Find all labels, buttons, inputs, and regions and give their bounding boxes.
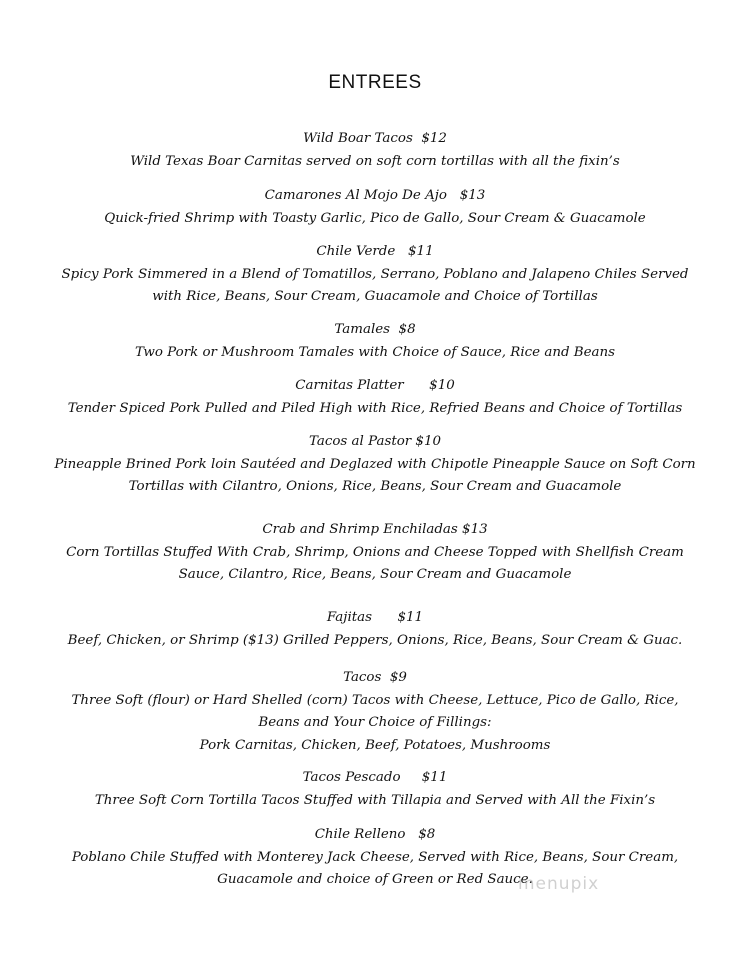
item-name: Chile Verde $11 <box>316 244 434 259</box>
item-description <box>40 398 710 421</box>
item-name: Camarones Al Mojo De Ajo $13 <box>264 188 486 203</box>
item-description <box>40 264 710 309</box>
description-line: Guacamole and choice of Green or Red Sauce. <box>217 872 533 887</box>
description-line: Spicy Pork Simmered in a Blend of Tomatillos, Serrano, Poblano and Jalapeno Chiles Served <box>61 266 689 282</box>
item-description <box>40 847 710 892</box>
item-name: Crab and Shrimp Enchiladas $13 <box>262 522 488 537</box>
item-description <box>40 342 710 365</box>
description-line: Pork Carnitas, Chicken, Beef, Potatoes, Mushrooms <box>199 737 551 753</box>
page-title: ENTREES <box>328 72 422 93</box>
description-line: Corn Tortillas Stuffed With Crab, Shrimp, Onions and Cheese Topped with Shellfish Cream <box>66 544 684 560</box>
item-description <box>40 454 710 499</box>
item-name: Fajitas $11 <box>326 610 424 625</box>
description-line: Wild Texas Boar Carnitas served on soft corn tortillas with all the fixin’s <box>130 153 620 169</box>
item-name: Tamales $8 <box>334 322 416 337</box>
watermark-logo: menupix <box>518 874 600 894</box>
item-description <box>40 790 710 813</box>
description-line: Three Soft (flour) or Hard Shelled (corn) Tacos with Cheese, Lettuce, Pico de Gallo, Rice, <box>71 692 679 708</box>
menu-item-fajitas <box>40 607 710 652</box>
description-line: Poblano Chile Stuffed with Monterey Jack Cheese, Served with Rice, Beans, Sour Cream, <box>71 849 679 865</box>
description-line: Tortillas with Cilantro, Onions, Rice, Beans, Sour Cream and Guacamole <box>128 479 622 494</box>
menu-item-crab-shrimp-enchiladas <box>40 519 710 587</box>
menu-item-tacos-al-pastor <box>40 431 710 499</box>
description-line: Beef, Chicken, or Shrimp ($13) Grilled Peppers, Onions, Rice, Beans, Sour Cream & Guac. <box>67 632 683 648</box>
menu-item-tacos <box>40 667 710 757</box>
item-name: Wild Boar Tacos $12 <box>303 131 447 146</box>
description-line: Beans and Your Choice of Fillings: <box>258 715 492 730</box>
description-line: Pineapple Brined Pork loin Sautéed and Deglazed with Chipotle Pineapple Sauce on Soft Corn <box>54 456 696 472</box>
item-name: Carnitas Platter $10 <box>295 378 455 393</box>
item-description <box>40 208 710 231</box>
item-name: Tacos $9 <box>343 670 407 685</box>
item-name: Chile Relleno $8 <box>314 827 436 842</box>
menu-item-camarones <box>40 185 710 230</box>
menu-item-tacos-pescado <box>40 767 710 812</box>
item-name: Tacos al Pastor $10 <box>308 434 441 449</box>
description-line: with Rice, Beans, Sour Cream, Guacamole and Choice of Tortillas <box>152 289 598 304</box>
description-line: Three Soft Corn Tortilla Tacos Stuffed with Tillapia and Served with All the Fixin’s <box>94 792 656 808</box>
item-description <box>40 690 710 758</box>
description-line: Quick-fried Shrimp with Toasty Garlic, Pico de Gallo, Sour Cream & Guacamole <box>104 210 646 226</box>
description-line: Tender Spiced Pork Pulled and Piled High with Rice, Refried Beans and Choice of Tortillas <box>67 400 683 416</box>
menu-item-carnitas-platter <box>40 375 710 420</box>
item-description <box>40 542 710 587</box>
item-name: Tacos Pescado $11 <box>302 770 448 785</box>
menu-item-chile-relleno <box>40 824 710 892</box>
menu-item-wild-boar-tacos <box>40 128 710 173</box>
item-description <box>40 151 710 174</box>
description-line: Sauce, Cilantro, Rice, Beans, Sour Cream and Guacamole <box>178 567 572 582</box>
menu-item-tamales <box>40 319 710 364</box>
description-line: Two Pork or Mushroom Tamales with Choice of Sauce, Rice and Beans <box>134 344 616 360</box>
menu-item-chile-verde <box>40 241 710 309</box>
item-description <box>40 630 710 653</box>
